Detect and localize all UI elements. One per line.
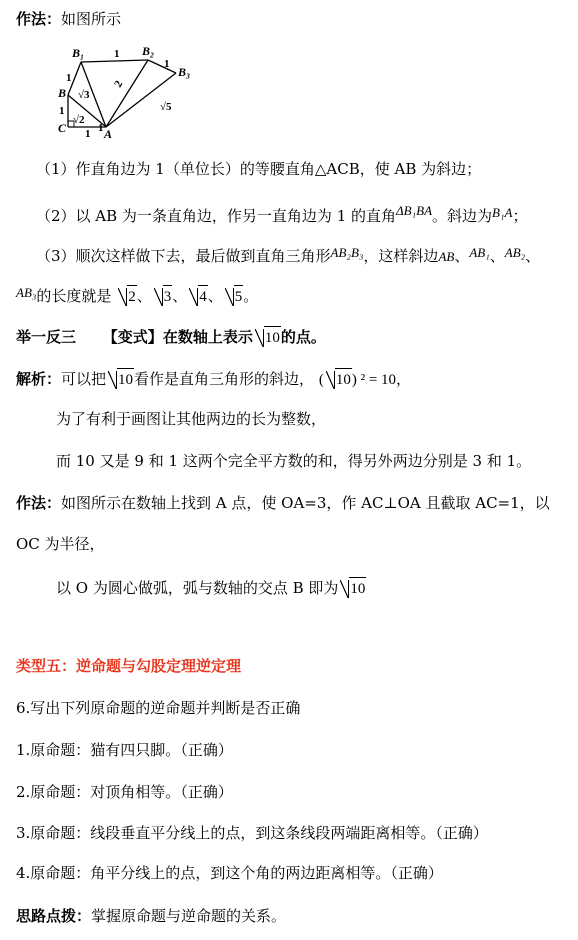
edge-label-ab3: √5 — [160, 101, 172, 113]
label-a: A — [104, 127, 113, 140]
edge-label-extra: 1 — [98, 122, 104, 134]
label-b1: B₁ — [72, 46, 85, 60]
edge-label-b2b3: 1 — [164, 58, 170, 70]
sqrt-3: 3 — [154, 285, 173, 308]
edge-label-ab1: √3 — [78, 89, 90, 101]
question-item: 3.原命题：线段垂直平分线上的点，到这条线段两端距离相等。（正确） — [16, 824, 488, 842]
method2-line-3: 以 O 为圆心做弧，弧与数轴的交点 B 即为 10 — [56, 577, 366, 600]
edge-label-bb1: 1 — [66, 72, 72, 84]
question-item: 1.原命题：猫有四只脚。（正确） — [16, 741, 233, 759]
edge-label-b1b2: 1 — [114, 48, 120, 60]
equation: ( 10) ² = 10 — [319, 372, 396, 388]
spiral-triangles-figure — [56, 40, 206, 140]
method-heading: 作法：如图所示 — [16, 10, 122, 28]
edge-label-ab: √2 — [73, 114, 85, 126]
label-b3: B₃ — [178, 65, 191, 79]
label-b2: B₂ — [142, 44, 155, 58]
step-2: （2）以 AB 为一条直角边，作另一直角边为 1 的直角ΔB₁BA。斜边为B₁A； — [36, 203, 528, 225]
step-1: （1）作直角边为 1（单位长）的等腰直角△ACB，使 AB 为斜边； — [36, 160, 482, 178]
question-6-title: 6.写出下列原命题的逆命题并判断是否正确 — [16, 699, 301, 717]
analysis-line-1: 解析：可以把 10看作是直角三角形的斜边， ( 10) ² = 10， — [16, 368, 411, 391]
variant-line: 举一反三 【变式】在数轴上表示 10的点。 — [16, 326, 326, 349]
label-b: B — [58, 86, 67, 100]
analysis-line-3: 而 10 又是 9 和 1 这两个完全平方数的和，得另外两边分别是 3 和 1。 — [56, 452, 532, 470]
section-title: 类型五：逆命题与勾股定理逆定理 — [16, 657, 242, 675]
method2-line-1: 作法：如图所示在数轴上找到 A 点，使 OA=3，作 AC⊥OA 且截取 AC=1，以 — [16, 494, 550, 512]
sqrt-4: 4 — [189, 285, 208, 308]
label-c: C — [58, 121, 67, 135]
question-item: 2.原命题：对顶角相等。（正确） — [16, 783, 233, 801]
edge-label-ab2: 2 — [112, 78, 126, 90]
edge-ab2 — [106, 60, 148, 127]
step-3: （3）顺次这样做下去，最后做到直角三角形AB₂B₃，这样斜边AB、AB₁、AB₂、 — [36, 245, 541, 265]
sqrt-10: 10 — [255, 326, 281, 349]
sqrt-10: 10 — [340, 577, 366, 600]
method2-line-2: OC 为半径， — [16, 535, 105, 553]
question-item: 4.原命题：角平分线上的点，到这个角的两边距离相等。（正确） — [16, 864, 443, 882]
sqrt-10: 10 — [108, 368, 134, 391]
edge-label-ca: 1 — [85, 128, 91, 140]
edge-b2b3 — [148, 60, 176, 73]
sqrt-5: 5 — [225, 285, 244, 308]
hint-line: 思路点拨：掌握原命题与逆命题的关系。 — [16, 907, 287, 925]
step-3-cont: AB₃的长度就是 2、 3、 4、 5。 — [16, 282, 258, 308]
sqrt-2: 2 — [118, 285, 137, 308]
edge-label-cb: 1 — [59, 105, 65, 117]
edge-b1b2 — [81, 60, 148, 62]
analysis-line-2: 为了有利于画图让其他两边的长为整数， — [56, 410, 327, 428]
